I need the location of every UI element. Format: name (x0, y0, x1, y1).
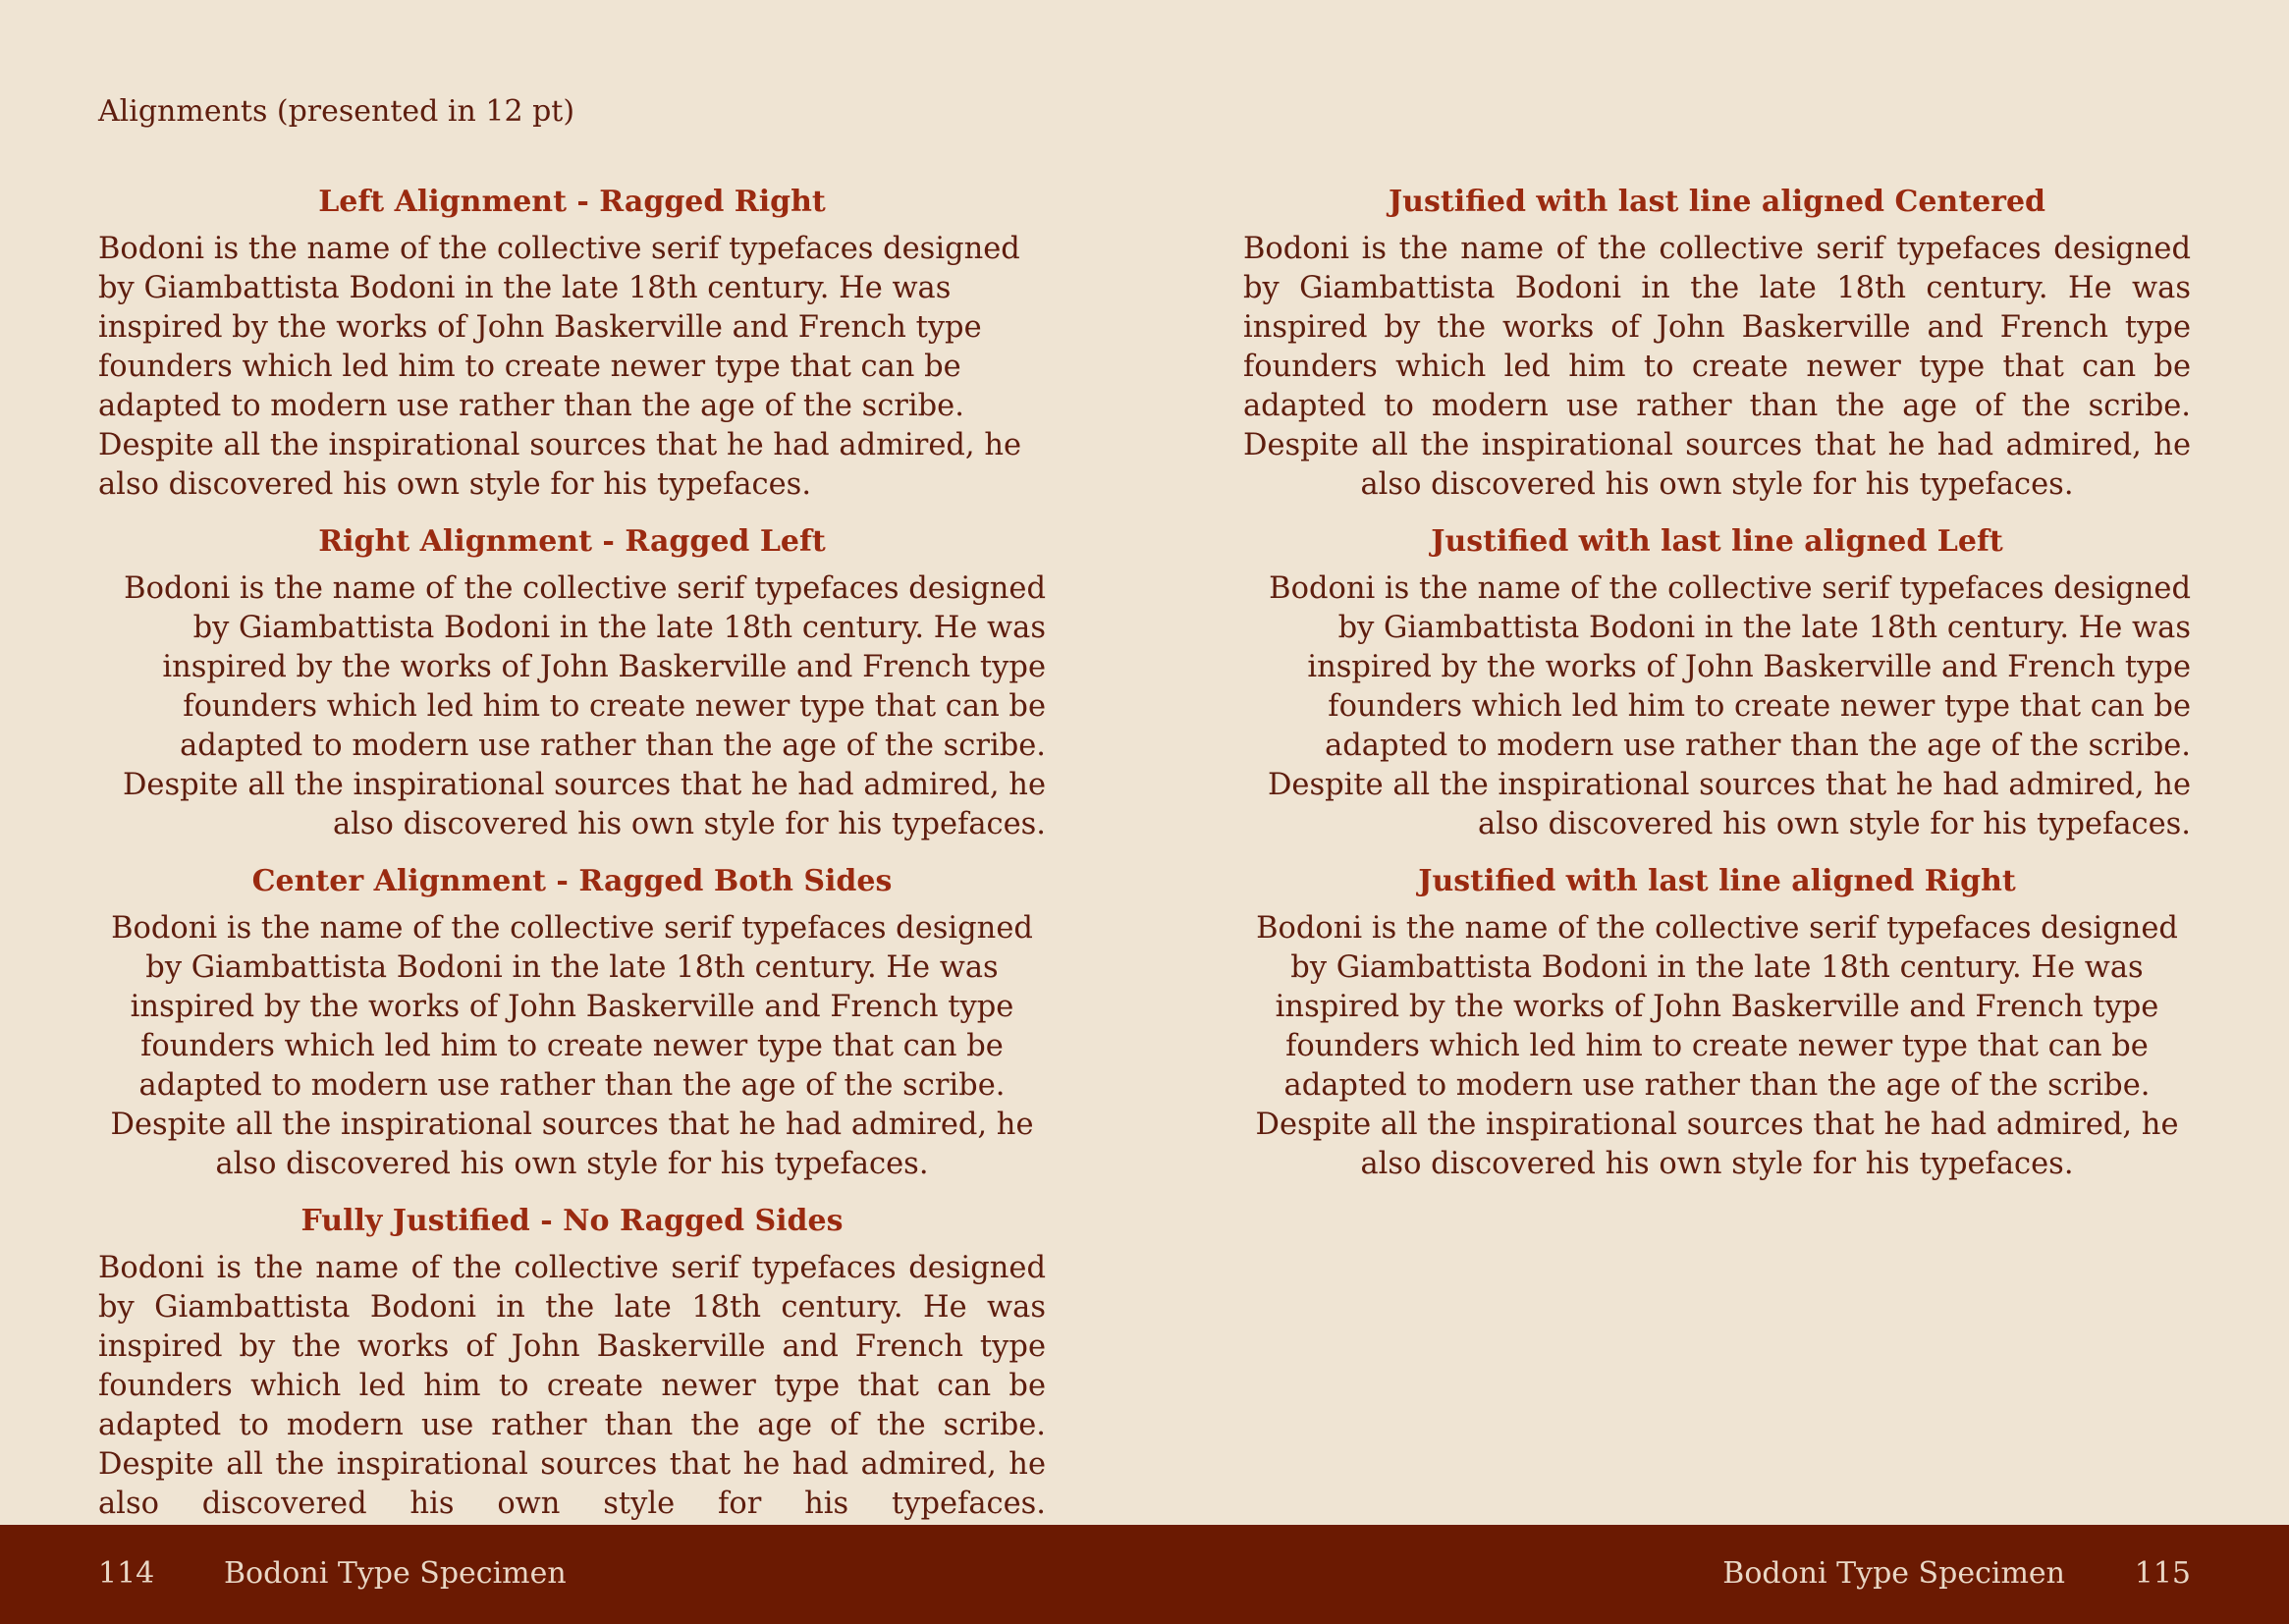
section-center-aligned (98, 858, 1046, 1184)
section-body: Bodoni is the name of the collective serif typefaces designed by Giambattista Bodoni in the late 18th century. He was inspired by the works of John Baskerville and French type founders which led him to create newer type that can be adapted to modern use rather than the age of the scribe. Despite all the inspirational sources that he had admired, he also discovered his own style for his typefaces. (1267, 571, 2191, 841)
section-justified-last-left (1243, 518, 2191, 844)
section-title: Center Alignment - Ragged Both Sides (251, 864, 893, 898)
footer-bar (0, 1525, 2289, 1624)
section-body: Bodoni is the name of the collective serif typefaces designed by Giambattista Bodoni in the late 18th century. He was inspired by the works of John Baskerville and French type founders which led him to create newer type that can be adapted to modern use rather than the age of the scribe. Despite all the inspirational sources that he had admired, he also discovered his own style for his typefaces. (122, 571, 1046, 841)
section-justified-last-right (1243, 858, 2191, 1184)
section-body: Bodoni is the name of the collective serif typefaces designed by Giambattista Bodoni in the late 18th century. He was inspired by the works of John Baskerville and French type founders which led him to create newer type that can be adapted to modern use rather than the age of the scribe. Despite all the inspirational sources that he had admired, he also discovered his own style for his typefaces. (110, 911, 1034, 1181)
section-justified-last-centered (1243, 179, 2191, 505)
right-running-title: Bodoni Type Specimen (1722, 1556, 2065, 1591)
section-body: Bodoni is the name of the collective serif typefaces designed by Giambattista Bodoni in the late 18th century. He was inspired by the works of John Baskerville and French type founders which led him to create newer type that can be adapted to modern use rather than the age of the scribe. Despite all the inspirational sources that he had admired, he also discovered his own style for his typefaces. (1255, 911, 2179, 1181)
section-title: Left Alignment - Ragged Right (318, 185, 826, 219)
right-column (1243, 179, 2191, 1198)
section-title: Justified with last line aligned Centered (1388, 185, 2046, 219)
section-body: Bodoni is the name of the collective serif typefaces designed by Giambattista Bodoni in the late 18th century. He was inspired by the works of John Baskerville and French type founders which led him to create newer type that can be adapted to modern use rather than the age of the scribe. Despite all the inspirational sources that he had admired, he also discovered his own style for his typefaces. (98, 1251, 1046, 1521)
section-title: Right Alignment - Ragged Left (318, 524, 826, 559)
section-body: Bodoni is the name of the collective serif typefaces designed by Giambattista Bodoni in the late 18th century. He was inspired by the works of John Baskerville and French type founders which led him to create newer type that can be adapted to modern use rather than the age of the scribe. Despite all the inspirational sources that he had admired, he also discovered his own style for his typefaces. (98, 232, 1022, 502)
section-fully-justified (98, 1198, 1046, 1524)
page-heading: Alignments (presented in 12 pt) (98, 94, 575, 129)
section-body: Bodoni is the name of the collective serif typefaces designed by Giambattista Bodoni in the late 18th century. He was inspired by the works of John Baskerville and French type founders which led him to create newer type that can be adapted to modern use rather than the age of the scribe. Despite all the inspirational sources that he had admired, he also discovered his own style for his typefaces. (1243, 232, 2191, 502)
section-title: Justified with last line aligned Right (1418, 864, 2016, 898)
section-right-aligned (98, 518, 1046, 844)
section-title: Justified with last line aligned Left (1431, 524, 2003, 559)
left-page-number: 114 (98, 1556, 155, 1591)
left-running-title: Bodoni Type Specimen (224, 1556, 567, 1591)
right-page-number: 115 (2134, 1556, 2191, 1591)
section-title: Fully Justified - No Ragged Sides (300, 1204, 844, 1238)
left-column (98, 179, 1046, 1538)
section-left-aligned (98, 179, 1046, 505)
